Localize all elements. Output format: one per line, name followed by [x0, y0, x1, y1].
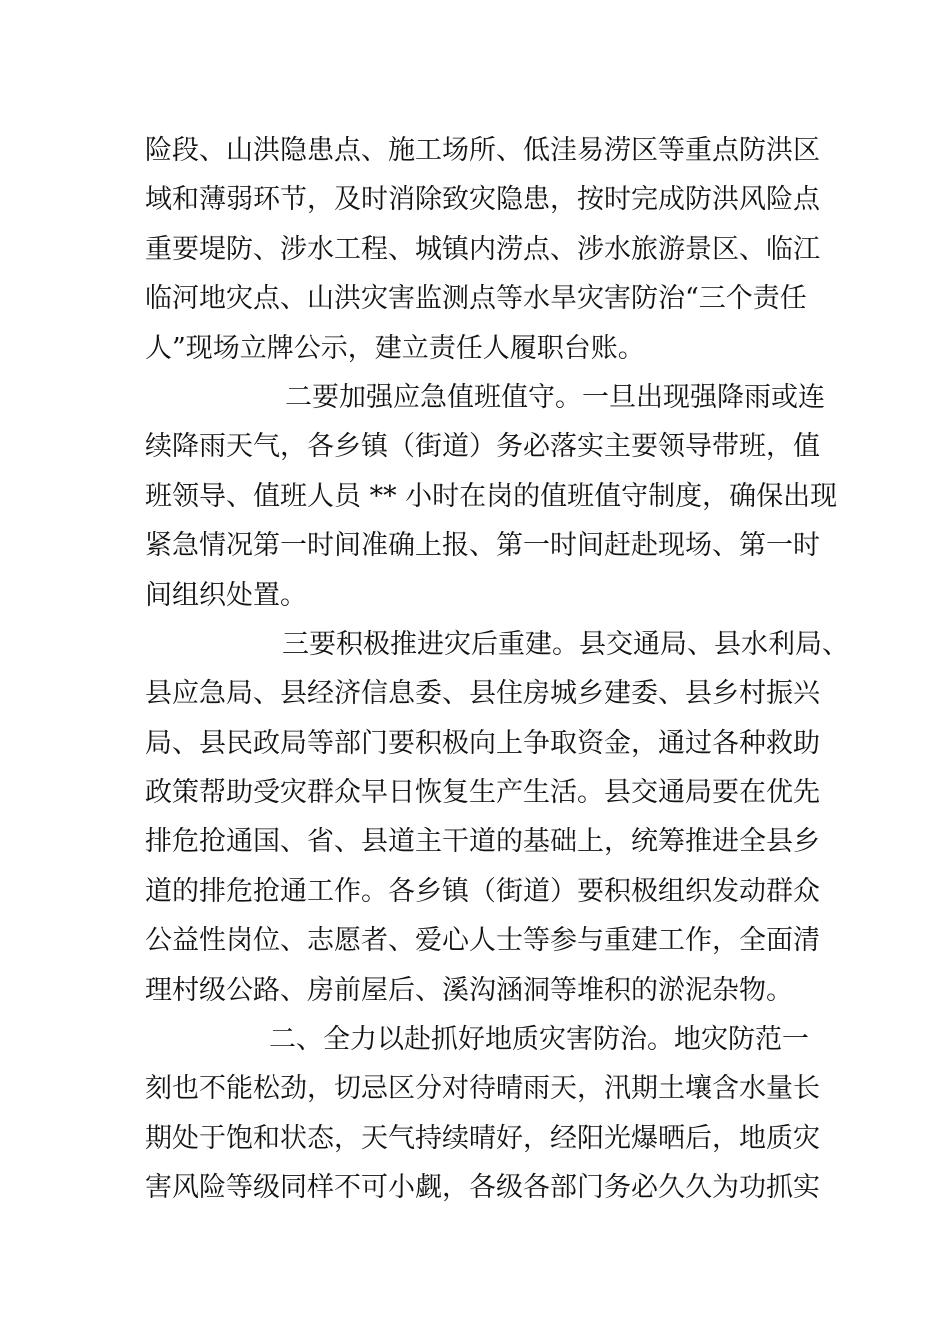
text-line: 险段、山洪隐患点、施工场所、低洼易涝区等重点防洪区 [145, 135, 820, 166]
text-line: 域和薄弱环节，及时消除致灾隐患，按时完成防洪风险点 [145, 184, 820, 216]
text-line: 紧急情况第一时间准确上报、第一时间赶赴现场、第一时 [145, 530, 820, 562]
text-line: 间组织处置。 [145, 579, 307, 611]
text-line: 县应急局、县经济信息委、县住房城乡建委、县乡村振兴 [145, 678, 820, 710]
text-line: 刻也不能松劲，切忌区分对待晴雨天，汛期土壤含水量长 [145, 1073, 820, 1105]
paragraph-heading-line: 二要加强应急值班值守。一旦出现强降雨或连 [285, 381, 825, 413]
text-line: 害风险等级同样不可小觑，各级各部门务必久久为功抓实 [145, 1172, 820, 1204]
paragraph-heading-line: 三要积极推进灾后重建。县交通局、县水利局、 [282, 628, 849, 660]
text-line: 排危抢通国、省、县道主干道的基础上，统筹推进全县乡 [145, 826, 820, 858]
section-heading-line: 二、全力以赴抓好地质灾害防治。地灾防范一 [269, 1024, 809, 1056]
text-line: 期处于饱和状态，天气持续晴好，经阳光爆晒后，地质灾 [145, 1122, 820, 1154]
text-line: 续降雨天气，各乡镇（街道）务必落实主要领导带班，值 [145, 431, 820, 463]
text-line: 理村级公路、房前屋后、溪沟涵洞等堆积的淤泥杂物。 [145, 974, 793, 1006]
text-line: 重要堤防、涉水工程、城镇内涝点、涉水旅游景区、临江 [145, 233, 820, 265]
text-line: 道的排危抢通工作。各乡镇（街道）要积极组织发动群众 [145, 875, 820, 907]
text-line: 临河地灾点、山洪灾害监测点等水旱灾害防治“三个责任 [145, 283, 807, 315]
text-line: 公益性岗位、志愿者、爱心人士等参与重建工作，全面清 [145, 925, 820, 957]
text-line: 班领导、值班人员 ** 小时在岗的值班值守制度，确保出现 [145, 480, 838, 512]
text-line: 局、县民政局等部门要积极向上争取资金，通过各种救助 [145, 727, 820, 759]
body-text [145, 126, 849, 1213]
text-line: 人”现场立牌公示，建立责任人履职台账。 [145, 332, 645, 364]
text-line: 政策帮助受灾群众早日恢复生产生活。县交通局要在优先 [145, 777, 820, 809]
